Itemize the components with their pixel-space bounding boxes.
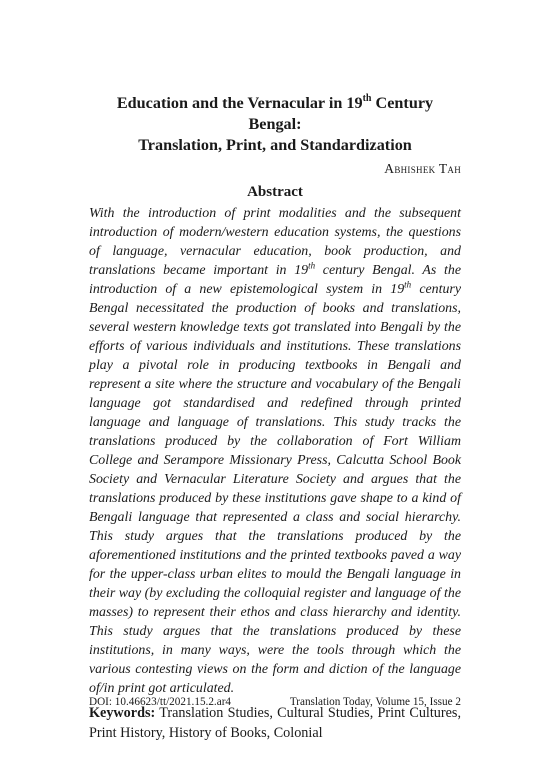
abstract-part-1: With the introduction of print modalities and the subsequent introduction of modern/western education systems, the questions of language, vernacular education, book production, and translations became important in 19 — [89, 206, 461, 279]
footer-journal: Translation Today, Volume 15, Issue 2 — [289, 696, 461, 708]
keywords-label: Keywords: — [89, 705, 156, 722]
abstract-heading: Abstract — [247, 184, 303, 200]
page-footer — [89, 695, 461, 709]
title-superscript: th — [362, 92, 372, 104]
article-title — [89, 93, 461, 156]
abstract-part-2: century Bengal. As the introduction of a new epistemological system in 19 — [89, 263, 461, 298]
title-line1-prefix: Education and the Vernacular in 19 — [116, 94, 363, 112]
abstract-text — [89, 204, 461, 698]
abstract-superscript-1: th — [308, 260, 316, 271]
keywords-text: Translation Studies, Cultural Studies, Print Cultures, Print History, History of Books, Colonial — [89, 705, 461, 741]
title-line2: Translation, Print, and Standardization — [138, 136, 412, 154]
title-line1-suffix: Century Bengal: — [248, 94, 434, 133]
abstract-part-3: century Bengal necessitated the production of books and translations, several western knowledge texts got translated into Bengali by the efforts of various individuals and institutions. These translations play a pivotal role in producing textbooks in Bengali and represent a site where the structure and vocabulary of the Bengali language got standardised and redefined through printed language and language of translations. This study tracks the translations produced by the collaboration of Fort William College and Serampore Missionary Press, Calcutta School Book Society and Vernacular Literature Society and argues that the translations produced by these institutions gave shape to a kind of Bengali language that represented a class and social hierarchy. This study argues that the translations produced by the aforementioned institutions and the printed textbooks paved a way for the upper-class urban elites to mould the Bengali language in their way (by excluding the colloquial register and language of the masses) to represent their ethos and class hierarchy and identity. This study argues that the translations produced by these institutions, in many ways, were the tools through which the various contesting views on the form and diction of the language of/in print got articulated. — [89, 282, 461, 697]
footer-doi: DOI: 10.46623/tt/2021.15.2.ar4 — [89, 696, 232, 708]
author-name: Abhishek Tah — [384, 161, 461, 176]
keywords — [89, 704, 461, 743]
page-content — [89, 93, 461, 743]
abstract-superscript-2: th — [404, 279, 412, 290]
